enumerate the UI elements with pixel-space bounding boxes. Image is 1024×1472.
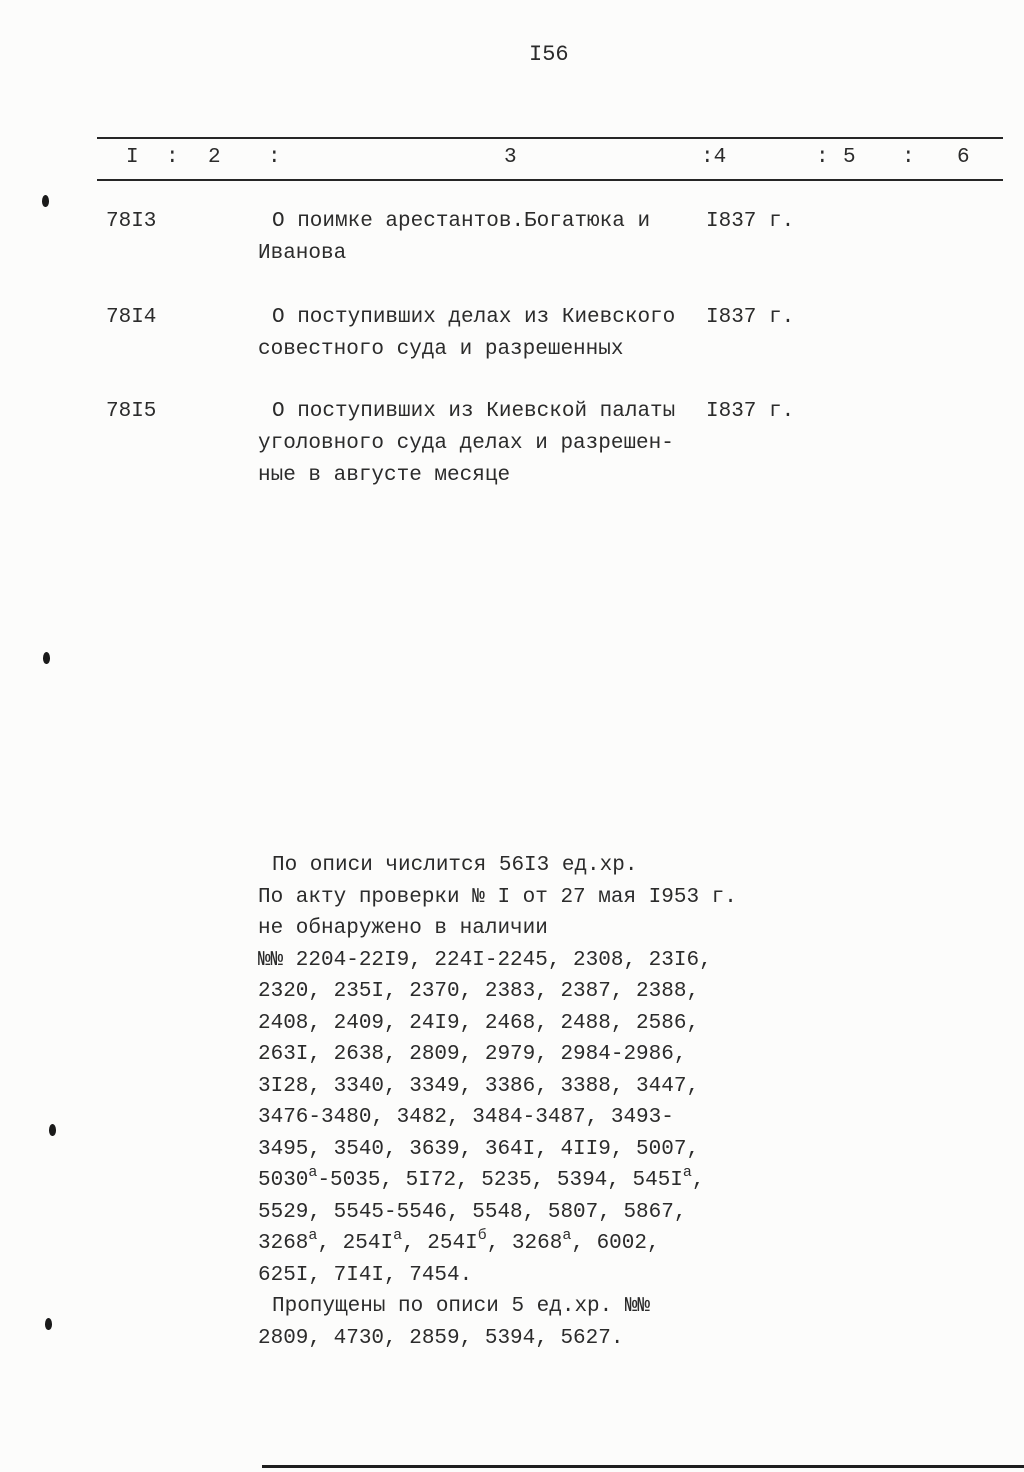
header-col-5: 5 — [843, 146, 856, 169]
missing-numbers-line — [258, 1165, 818, 1197]
missing-numbers-line: 5529, 5545-5546, 5548, 5807, 5867, — [258, 1200, 687, 1224]
number-text: , 3268 — [486, 1232, 563, 1255]
note-act: По акту проверки № I от 27 мая I953 г. — [258, 885, 737, 909]
missing-numbers-line: 3I28, 3340, 3349, 3386, 3388, 3447, — [258, 1074, 700, 1098]
note-skipped-label: Пропущены по описи 5 ед.хр. №№ — [272, 1295, 651, 1318]
missing-numbers-line: 625I, 7I4I, 7454. — [258, 1263, 473, 1287]
number-text: , 254I — [402, 1232, 478, 1255]
missing-numbers-line: 2408, 2409, 24I9, 2468, 2488, 2586, — [258, 1011, 700, 1035]
case-number: 78I4 — [106, 306, 157, 329]
number-text: , 6002, — [571, 1232, 660, 1255]
missing-numbers-line: 2320, 235I, 2370, 2383, 2387, 2388, — [258, 980, 700, 1003]
note-missing-label: не обнаружено в наличии — [258, 917, 548, 940]
superscript-letter: б — [477, 1227, 487, 1244]
case-title-line: ные в августе месяце — [258, 464, 511, 487]
case-date: I837 г. — [706, 400, 795, 423]
case-title — [258, 396, 698, 492]
header-bottom-rule — [97, 179, 1003, 181]
case-title-line: Иванова — [258, 242, 347, 265]
missing-numbers-line: 3476-3480, 3482, 3484-3487, 3493- — [258, 1106, 674, 1129]
missing-numbers-line: 3495, 3540, 3639, 364I, 4II9, 5007, — [258, 1137, 700, 1161]
case-number: 78I5 — [106, 400, 157, 423]
number-text: 3268 — [258, 1232, 309, 1255]
page-number: I56 — [529, 42, 569, 67]
header-separator: : — [166, 146, 179, 169]
missing-numbers-line — [258, 1228, 818, 1260]
case-date: I837 г. — [706, 306, 795, 329]
punch-mark — [43, 652, 50, 664]
superscript-letter: а — [562, 1227, 572, 1244]
missing-numbers-line: 263I, 2638, 2809, 2979, 2984-2986, — [258, 1043, 687, 1066]
header-col-6: 6 — [957, 146, 970, 169]
case-title-line: уголовного суда делах и разрешен- — [258, 432, 674, 455]
case-number: 78I3 — [106, 210, 157, 233]
header-col-1: I — [126, 146, 139, 169]
note-total: По описи числится 56I3 ед.хр. — [272, 854, 638, 877]
header-separator: : — [902, 146, 915, 169]
punch-mark — [45, 1318, 52, 1330]
header-col-2: 2 — [208, 146, 221, 169]
case-date: I837 г. — [706, 210, 795, 233]
punch-mark — [42, 195, 49, 207]
number-text: 5030 — [258, 1169, 309, 1192]
number-text: , — [691, 1169, 705, 1192]
case-title-line: О поимке арестантов.Богатюка и — [272, 210, 651, 233]
superscript-letter: а — [393, 1227, 403, 1244]
superscript-letter: а — [682, 1164, 692, 1181]
header-separator: : — [268, 146, 281, 169]
case-title-line: совестного суда и разрешенных — [258, 338, 624, 361]
missing-numbers-line: №№ 2204-22I9, 224I-2245, 2308, 23I6, — [258, 948, 712, 972]
superscript-letter: а — [308, 1227, 318, 1244]
inventory-note — [258, 850, 818, 1354]
header-col-4: :4 — [701, 146, 727, 169]
case-title — [258, 302, 698, 366]
number-text: -5035, 5I72, 5235, 5394, 545I — [317, 1169, 683, 1192]
header-top-rule — [97, 137, 1003, 139]
header-separator: : — [816, 146, 829, 169]
note-skipped-numbers: 2809, 4730, 2859, 5394, 5627. — [258, 1326, 624, 1350]
case-title-line: О поступивших из Киевской палаты — [272, 400, 676, 423]
case-title-line: О поступивших делах из Киевского — [272, 306, 676, 329]
header-col-3: 3 — [504, 146, 517, 169]
superscript-letter: а — [308, 1164, 318, 1181]
punch-mark — [49, 1124, 56, 1136]
number-text: , 254I — [317, 1232, 394, 1255]
case-title — [258, 206, 698, 270]
page-edge — [262, 1465, 1024, 1468]
